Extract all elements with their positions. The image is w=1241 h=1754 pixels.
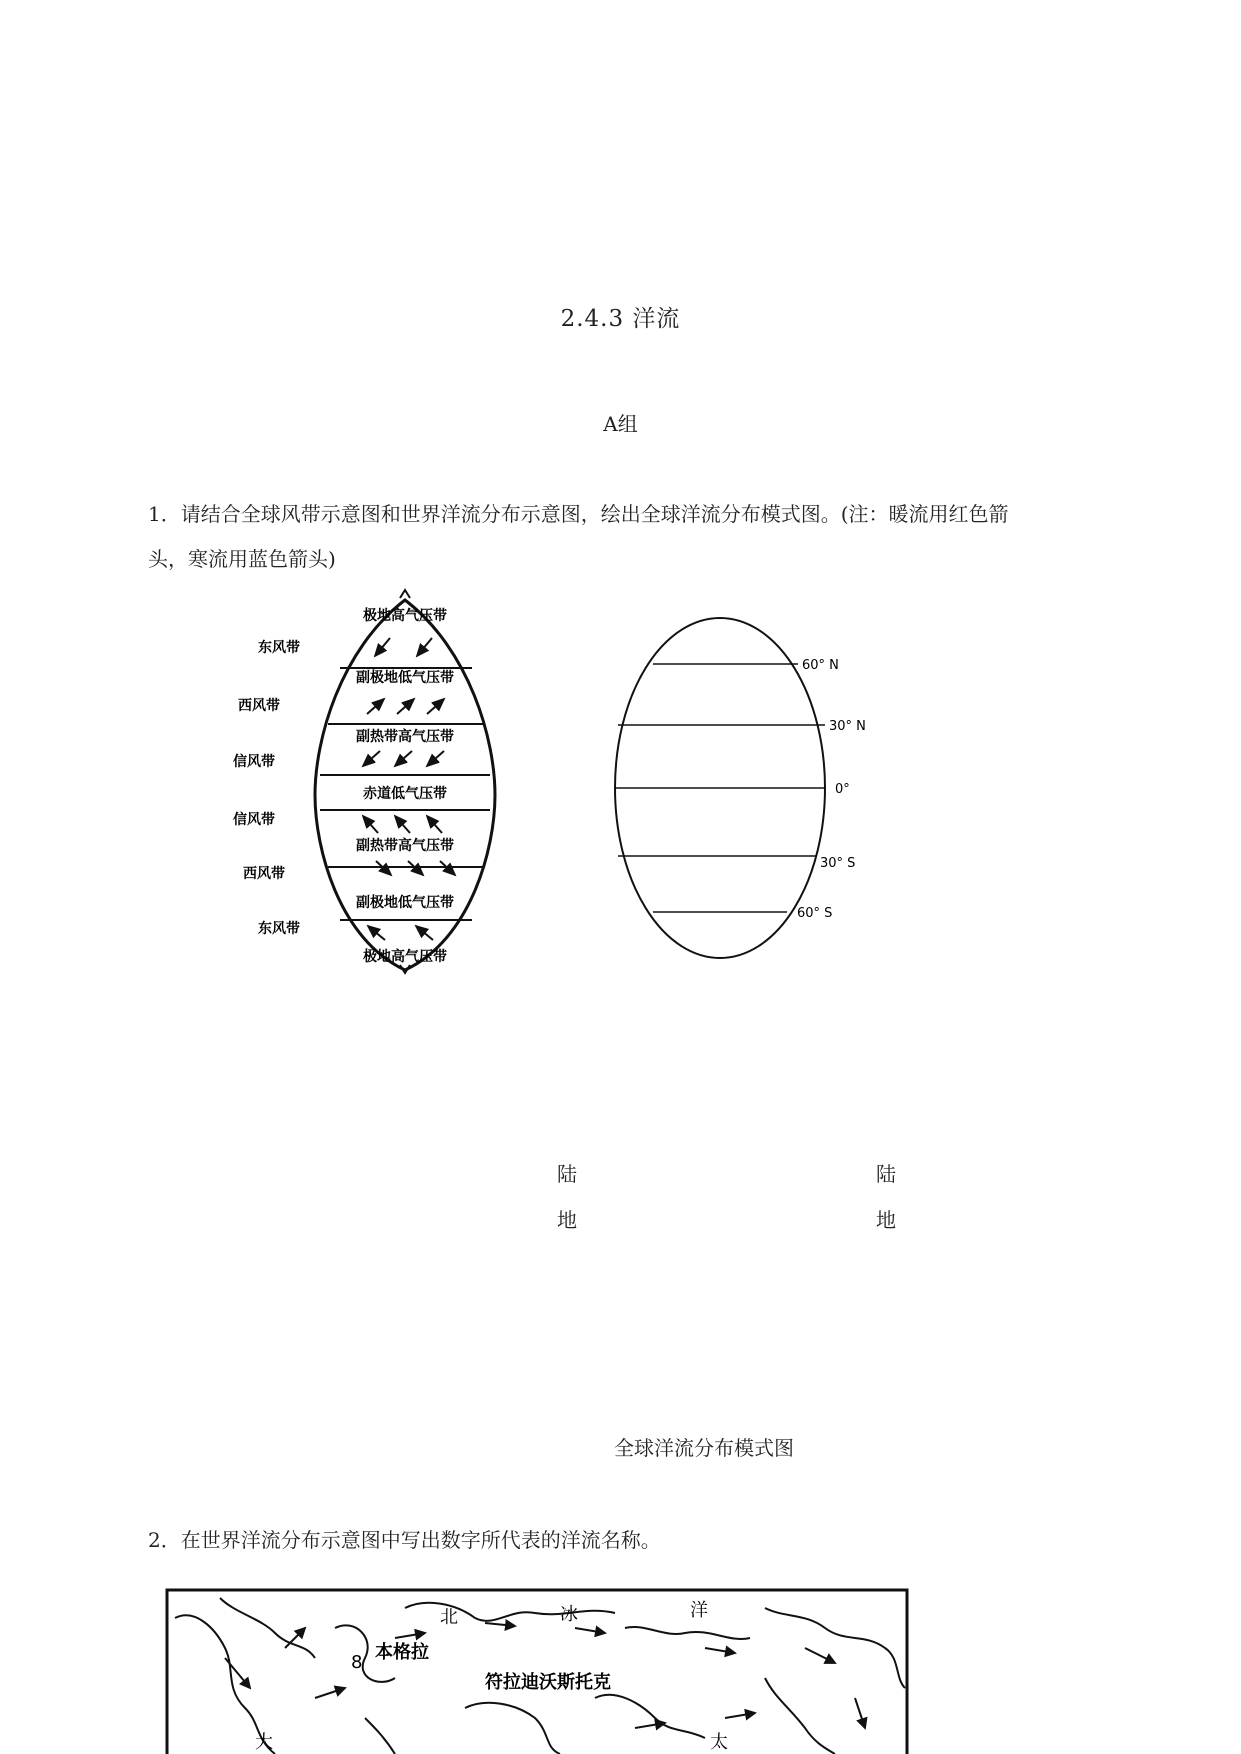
pressure-belt-label: 副极地低气压带 [356, 670, 454, 686]
map-label-pacific: 太 [710, 1732, 728, 1753]
land-label-left-1: 陆 [557, 1162, 577, 1186]
question-1 [148, 492, 1098, 582]
land-label-left-2: 地 [557, 1208, 577, 1232]
map-label-arctic-2: 冰 [560, 1604, 578, 1625]
pressure-belt-label: 极地高气压带 [363, 949, 447, 965]
latitude-label: 0° [835, 782, 850, 797]
wind-belt-label: 东风带 [258, 640, 300, 656]
pressure-belt-label: 副热带高气压带 [356, 838, 454, 854]
wind-belt-diagram [233, 590, 510, 970]
latitude-label: 30° S [820, 856, 856, 871]
latitude-label: 30° N [829, 719, 866, 734]
pressure-belt-label: 赤道低气压带 [363, 786, 447, 802]
wind-belt-label: 西风带 [243, 866, 285, 882]
blank-globe-diagram [600, 610, 890, 970]
map-label-arctic-1: 北 [440, 1607, 458, 1628]
page-title: 2.4.3 洋流 [560, 306, 681, 332]
land-label-right-2: 地 [876, 1208, 896, 1232]
world-ocean-current-map [165, 1588, 910, 1754]
wind-belt-label: 信风带 [233, 812, 275, 828]
map-label-atlantic: 大 [255, 1732, 273, 1753]
pattern-caption: 全球洋流分布模式图 [614, 1436, 794, 1460]
map-label-vladivostok: 符拉迪沃斯托克 [485, 1672, 611, 1693]
question-1-line-1: 1．请结合全球风带示意图和世界洋流分布示意图，绘出全球洋流分布模式图。(注：暖流用红色箭 [148, 502, 1009, 526]
pressure-belt-label: 极地高气压带 [363, 608, 447, 624]
map-label-arctic-3: 洋 [690, 1600, 708, 1621]
latitude-label: 60° S [797, 906, 833, 921]
wind-belt-label: 东风带 [258, 921, 300, 937]
wind-belt-label: 信风带 [233, 754, 275, 770]
pressure-belt-label: 副热带高气压带 [356, 729, 454, 745]
group-heading: A组 [603, 412, 638, 436]
question-2: 2．在世界洋流分布示意图中写出数字所代表的洋流名称。 [148, 1528, 661, 1552]
question-1-line-2: 头，寒流用蓝色箭头) [148, 547, 336, 571]
wind-belt-label: 西风带 [238, 698, 280, 714]
land-label-right-1: 陆 [876, 1162, 896, 1186]
pressure-belt-label: 副极地低气压带 [356, 895, 454, 911]
map-label-benguela: 本格拉 [375, 1642, 429, 1663]
latitude-label: 60° N [802, 658, 839, 673]
map-number-marker: 8 [351, 1652, 363, 1673]
